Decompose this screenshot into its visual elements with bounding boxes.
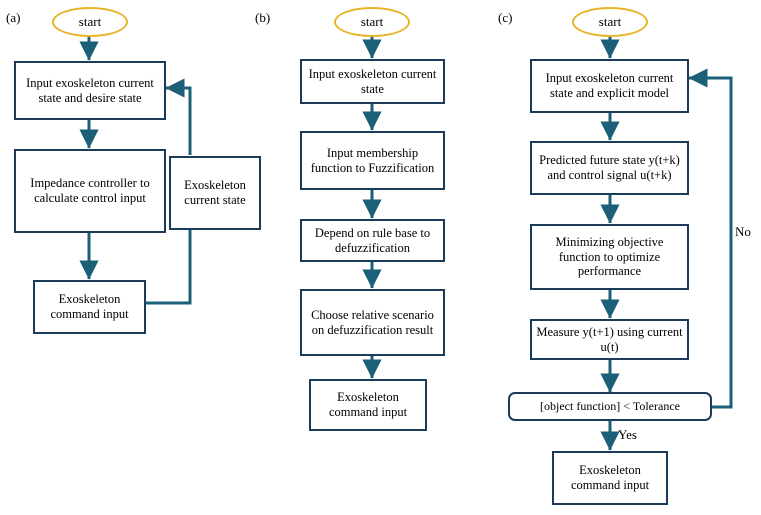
start-node-a [52,7,128,37]
input-explicit-model-node [530,59,689,113]
input-explicit-model-node-label: Input exoskeleton current state and explicit model [545,71,674,100]
exoskeleton-current-state-node [169,156,261,230]
measure-output-node [530,319,689,360]
exoskeleton-current-state-node-label: Exoskeleton current state [184,178,246,207]
impedance-controller-node-label: Impedance controller to calculate control input [30,176,150,205]
exoskeleton-command-node-a [33,280,146,334]
panel-label-b: (b) [255,10,271,25]
predicted-future-state-node [530,141,689,195]
relative-scenario-node-label: Choose relative scenario on defuzzification result [311,307,434,337]
exoskeleton-command-node-c-label: Exoskeleton command input [570,463,650,492]
input-state-node [14,61,166,120]
membership-function-node [300,131,445,190]
start-node-c [572,7,648,37]
input-current-state-node [300,59,445,104]
exoskeleton-command-node-b [309,379,427,431]
exoskeleton-command-node-a-label: Exoskeleton command input [50,292,129,321]
membership-function-node-label: Input membership function to Fuzzification [310,145,435,175]
tolerance-decision-node-label: [object function] < Tolerance [540,399,680,414]
input-state-node-label: Input exoskeleton current state and desire state [26,75,154,105]
panel-label-a: (a) [6,10,21,25]
edge-label-yes: Yes [618,427,637,442]
exoskeleton-command-node-b-label: Exoskeleton command input [328,390,408,419]
minimizing-objective-node-label: Minimizing objective function to optimize performance [555,234,664,279]
predicted-future-state-node-label: Predicted future state y(t+k) and control signal u(t+k) [539,153,680,182]
start-label-b: start [360,14,384,29]
exoskeleton-command-node-c [552,451,668,505]
measure-output-node-label: Measure y(t+1) using current u(t) [536,324,683,354]
start-node-b [334,7,410,37]
start-label-a: start [78,14,102,29]
rule-base-node [300,219,445,262]
start-label-c: start [598,14,622,29]
panel-label-c: (c) [498,10,513,25]
input-current-state-node-label: Input exoskeleton current state [308,66,437,96]
relative-scenario-node [300,289,445,356]
minimizing-objective-node [530,224,689,290]
tolerance-decision-node [508,392,712,421]
rule-base-node-label: Depend on rule base to defuzzification [314,225,431,255]
edge-label-no: No [735,224,751,239]
impedance-controller-node [14,149,166,233]
